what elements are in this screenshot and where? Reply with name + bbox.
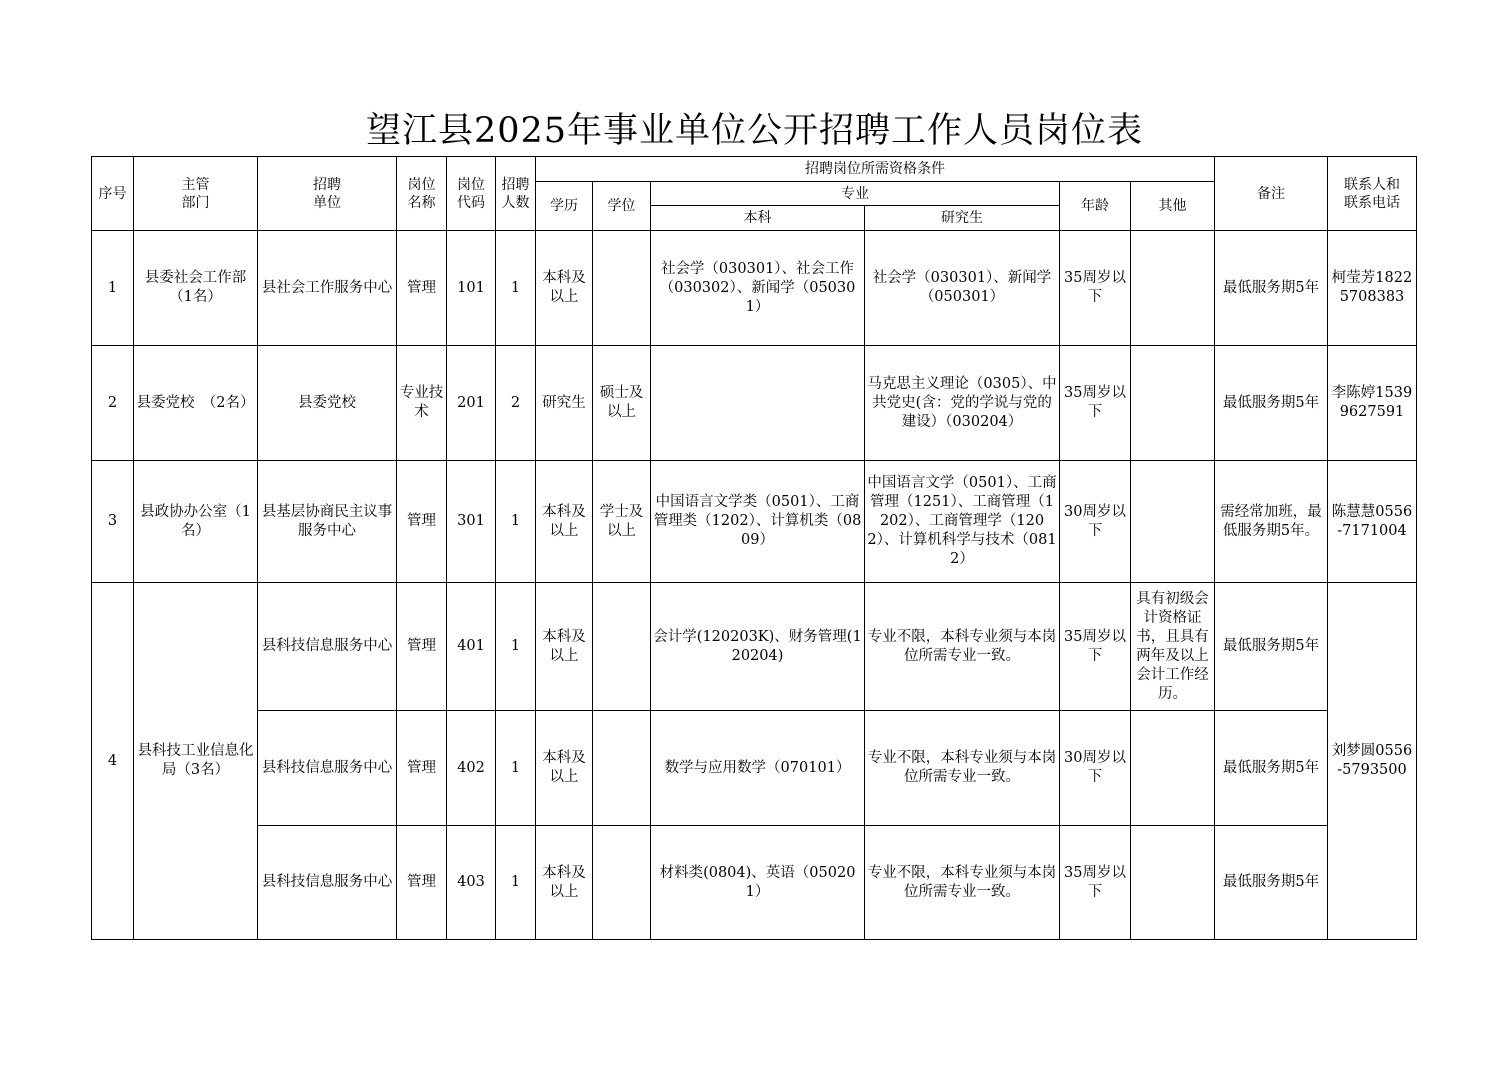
cell-dept: 县科技工业信息化局（3名） — [134, 583, 258, 940]
header-undergrad: 本科 — [651, 206, 865, 231]
header-age: 年龄 — [1060, 182, 1131, 231]
cell-undergrad: 中国语言文学类（0501）、工商管理类（1202）、计算机类（0809） — [651, 461, 865, 583]
header-education: 学历 — [536, 182, 593, 231]
header-count: 招聘 人数 — [496, 157, 536, 231]
cell-undergrad: 社会学（030301）、社会工作（030302）、新闻学（050301） — [651, 231, 865, 346]
cell-count: 1 — [496, 711, 536, 826]
cell-remark: 最低服务期5年 — [1215, 231, 1328, 346]
cell-post-name: 管理 — [397, 583, 447, 711]
cell-remark: 最低服务期5年 — [1215, 346, 1328, 461]
table-row — [92, 583, 1417, 711]
cell-post-name: 管理 — [397, 231, 447, 346]
cell-remark: 最低服务期5年 — [1215, 826, 1328, 940]
cell-remark: 最低服务期5年 — [1215, 711, 1328, 826]
cell-dept: 县政协办公室（1名） — [134, 461, 258, 583]
cell-degree — [593, 231, 651, 346]
cell-education: 本科及以上 — [536, 583, 593, 711]
cell-degree: 学士及以上 — [593, 461, 651, 583]
cell-degree — [593, 826, 651, 940]
cell-undergrad: 会计学(120203K)、财务管理(120204) — [651, 583, 865, 711]
cell-graduate: 社会学（030301）、新闻学（050301） — [865, 231, 1060, 346]
cell-post-name: 专业技术 — [397, 346, 447, 461]
header-degree: 学位 — [593, 182, 651, 231]
cell-education: 本科及以上 — [536, 461, 593, 583]
cell-count: 1 — [496, 826, 536, 940]
cell-post-code: 402 — [447, 711, 496, 826]
cell-post-name: 管理 — [397, 461, 447, 583]
cell-graduate: 专业不限，本科专业须与本岗位所需专业一致。 — [865, 826, 1060, 940]
cell-other — [1131, 826, 1215, 940]
cell-remark: 需经常加班，最低服务期5年。 — [1215, 461, 1328, 583]
header-post-name: 岗位 名称 — [397, 157, 447, 231]
cell-undergrad: 材料类(0804)、英语（050201） — [651, 826, 865, 940]
cell-seq: 3 — [92, 461, 134, 583]
cell-post-name: 管理 — [397, 711, 447, 826]
table-row — [92, 826, 1417, 940]
cell-education: 本科及以上 — [536, 826, 593, 940]
cell-seq: 1 — [92, 231, 134, 346]
cell-unit: 县科技信息服务中心 — [258, 711, 397, 826]
cell-count: 1 — [496, 461, 536, 583]
cell-education: 本科及以上 — [536, 231, 593, 346]
cell-count: 1 — [496, 583, 536, 711]
cell-seq: 4 — [92, 583, 134, 940]
cell-post-name: 管理 — [397, 826, 447, 940]
table-row — [92, 346, 1417, 461]
header-other: 其他 — [1131, 182, 1215, 231]
header-unit: 招聘 单位 — [258, 157, 397, 231]
cell-age: 35周岁以下 — [1060, 583, 1131, 711]
cell-unit: 县科技信息服务中心 — [258, 826, 397, 940]
cell-contact: 陈慧慧0556-7171004 — [1328, 461, 1417, 583]
cell-undergrad — [651, 346, 865, 461]
cell-graduate: 中国语言文学（0501）、工商管理（1251）、工商管理（1202）、工商管理学（1202）、计算机科学与技术（0812） — [865, 461, 1060, 583]
header-post-code: 岗位 代码 — [447, 157, 496, 231]
cell-contact: 刘梦圆0556-5793500 — [1328, 583, 1417, 940]
cell-education: 本科及以上 — [536, 711, 593, 826]
cell-count: 2 — [496, 346, 536, 461]
cell-dept: 县委党校 （2名） — [134, 346, 258, 461]
cell-undergrad: 数学与应用数学（070101） — [651, 711, 865, 826]
table-row — [92, 231, 1417, 346]
cell-unit: 县社会工作服务中心 — [258, 231, 397, 346]
cell-graduate: 专业不限，本科专业须与本岗位所需专业一致。 — [865, 711, 1060, 826]
cell-post-code: 401 — [447, 583, 496, 711]
cell-remark: 最低服务期5年 — [1215, 583, 1328, 711]
cell-other — [1131, 711, 1215, 826]
header-remark: 备注 — [1215, 157, 1328, 231]
cell-age: 35周岁以下 — [1060, 231, 1131, 346]
cell-seq: 2 — [92, 346, 134, 461]
cell-degree: 硕士及以上 — [593, 346, 651, 461]
table-row — [92, 711, 1417, 826]
cell-post-code: 101 — [447, 231, 496, 346]
cell-unit: 县科技信息服务中心 — [258, 583, 397, 711]
cell-age: 30周岁以下 — [1060, 711, 1131, 826]
cell-degree — [593, 583, 651, 711]
cell-count: 1 — [496, 231, 536, 346]
cell-unit: 县委党校 — [258, 346, 397, 461]
table-row — [92, 461, 1417, 583]
cell-contact: 柯莹芳18225708383 — [1328, 231, 1417, 346]
cell-unit: 县基层协商民主议事服务中心 — [258, 461, 397, 583]
header-major: 专业 — [651, 182, 1060, 206]
header-graduate: 研究生 — [865, 206, 1060, 231]
cell-post-code: 403 — [447, 826, 496, 940]
header-dept: 主管 部门 — [134, 157, 258, 231]
cell-other — [1131, 346, 1215, 461]
header-seq: 序号 — [92, 157, 134, 231]
cell-other — [1131, 231, 1215, 346]
cell-age: 30周岁以下 — [1060, 461, 1131, 583]
cell-dept: 县委社会工作部（1名） — [134, 231, 258, 346]
header-contact: 联系人和 联系电话 — [1328, 157, 1417, 231]
page-title: 望江县2025年事业单位公开招聘工作人员岗位表 — [365, 111, 1144, 151]
header-conditions: 招聘岗位所需资格条件 — [536, 157, 1215, 182]
cell-post-code: 201 — [447, 346, 496, 461]
cell-graduate: 专业不限，本科专业须与本岗位所需专业一致。 — [865, 583, 1060, 711]
cell-graduate: 马克思主义理论（0305）、中共党史(含：党的学说与党的建设）（030204） — [865, 346, 1060, 461]
cell-education: 研究生 — [536, 346, 593, 461]
job-table — [91, 156, 1417, 940]
cell-age: 35周岁以下 — [1060, 346, 1131, 461]
cell-post-code: 301 — [447, 461, 496, 583]
cell-other: 具有初级会计资格证书，且具有两年及以上会计工作经历。 — [1131, 583, 1215, 711]
cell-degree — [593, 711, 651, 826]
cell-contact: 李陈婷15399627591 — [1328, 346, 1417, 461]
cell-age: 35周岁以下 — [1060, 826, 1131, 940]
header-row — [92, 157, 1417, 182]
cell-other — [1131, 461, 1215, 583]
